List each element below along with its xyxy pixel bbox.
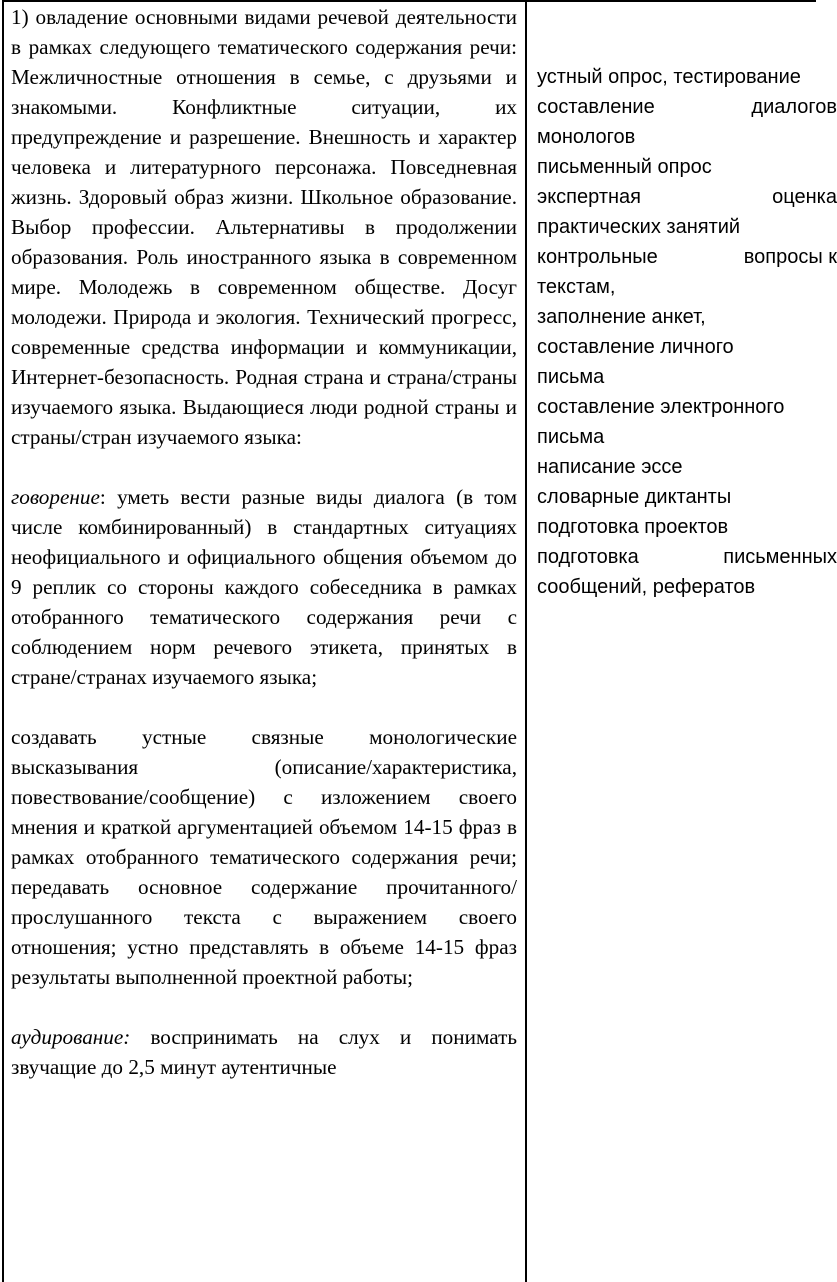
assessment-item: написание эссе [537,456,683,478]
assessment-item: устный опрос, тестирование [537,66,801,88]
assessment-item: письма [537,426,605,448]
listening-term: аудирование: [11,1025,131,1049]
assessment-item: письменный опрос [537,156,712,178]
assessment-item: составление личного [537,336,734,358]
table-left-border [2,0,4,1282]
topics-paragraph: 1) овладение основными видами речевой деятельности в рамках следующего тематического содержания речи: Межличностные отношения в семье, с друзьями и знакомыми. Конфликтные ситуации, их предупреждение и разрешение. Внешность и характер человека и литературного персонажа. Повседневная жизнь. Здоровый образ жизни. Школьное образование. Выбор профессии. Альтернативы в продолжении образования. Роль иностранного языка в современном мире. Молодежь в современном обществе. Досуг молодежи. Природа и экология. Технический прогресс, современные средства информации и коммуникации, Интернет-безопасность. Родная страна и страна/страны изучаемого языка. Выдающиеся люди родной страны и страны/стран изучаемого языка: [11,5,517,449]
assessment-item: подготовка письменных [537,546,837,568]
assessment-item: монологов [537,126,636,148]
right-column [537,62,837,602]
assessment-item: словарные диктанты [537,486,732,508]
speaking-paragraph [11,482,517,692]
listening-text: воспринимать на слух и понимать звучащие до 2,5 минут аутентичные [11,1025,517,1079]
assessment-item: составление диалогов [537,96,837,118]
assessment-item: экспертная оценка [537,186,837,208]
assessment-item: практических занятий [537,216,741,238]
assessment-item: текстам, [537,276,616,298]
speaking-text: : уметь вести разные виды диалога (в том числе комбинированный) в стандартных ситуациях неофициального и официального общения объемом до 9 реплик со стороны каждого собеседника в рамках отобранного тематического содержания речи с соблюдением норм речевого этикета, принятых в стране/странах изучаемого языка; [11,485,517,689]
assessment-item: сообщений, рефератов [537,576,756,598]
assessment-item: составление электронного [537,396,785,418]
right-column-clip [527,0,837,1282]
left-column [11,2,517,1082]
assessment-item: контрольные вопросы к [537,246,837,268]
speaking-term: говорение [11,485,100,509]
listening-paragraph [11,1022,517,1082]
monologue-paragraph: создавать устные связные монологические высказывания (описание/характеристика, повествование/сообщение) с изложением своего мнения и краткой аргументацией объемом 14-15 фраз в рамках отобранного тематического содержания речи; передавать основное содержание прочитанного/прослушанного текста с выражением своего отношения; устно представлять в объеме 14-15 фраз результаты выполненной проектной работы; [11,725,517,989]
assessment-item: заполнение анкет, [537,306,706,328]
assessment-item: письма [537,366,605,388]
assessment-item: подготовка проектов [537,516,729,538]
